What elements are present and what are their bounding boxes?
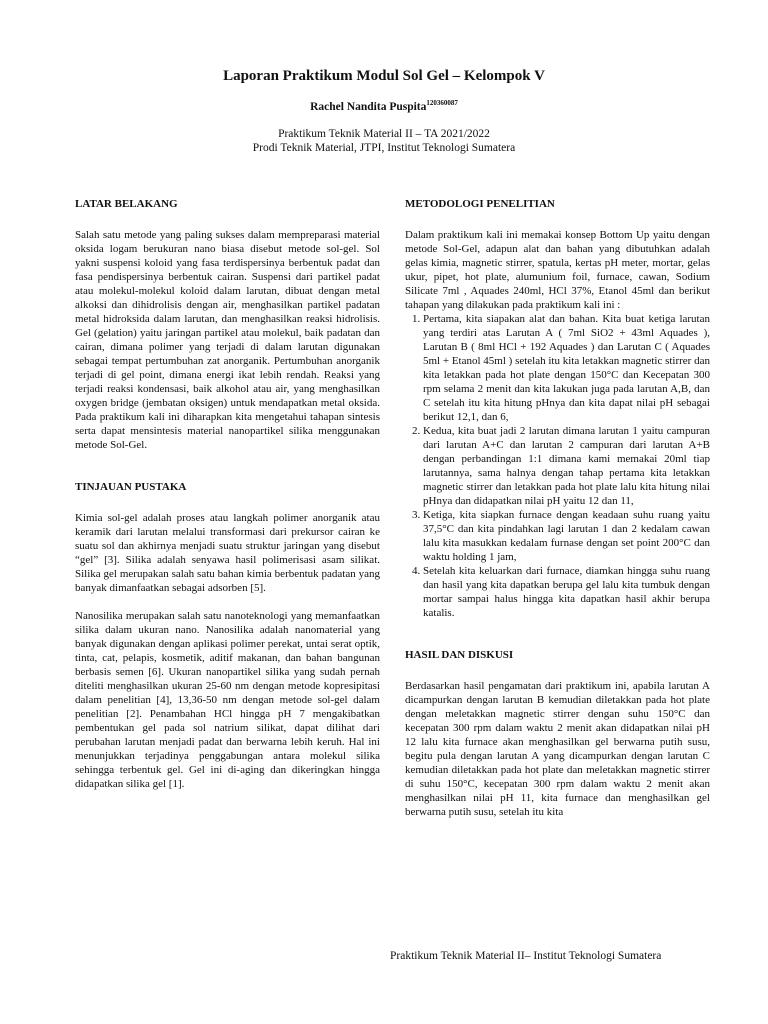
paragraph-tinjauan-1: Kimia sol-gel adalah proses atau langkah polimer anorganik atau keramik dari larutan melalui transformasi dari prekursor cairan ke suatu sol dan akhirnya menjadi suatu struktur jaringan yang disebut “gel” [3]. Silika adalah senyawa hasil polimerisasi asam silikat. Silika gel merupakan salah satu bahan kimia berbentuk padatan yang banyak dimanfaatkan sebagai adsorben [5]. — [75, 512, 380, 594]
affiliation-course: Praktikum Teknik Material II – TA 2021/2022 — [278, 128, 490, 140]
page-footer: Praktikum Teknik Material II– Institut Teknologi Sumatera — [390, 950, 662, 962]
method-step: 2. Kedua, kita buat jadi 2 larutan dimana larutan 1 yaitu campuran dari larutan A+C dan larutan 2 campuran dari larutan A+B dengan perbandingan 1:1 dimana kami memakai 20ml tiap larutannya, sama halnya dengan tahap pertama kita letakkan magnetic stirrer dan letakkan pada hot plate lalu kita hitung nilai pHnya dan didapatkan nilai pH yaitu 12 dan 11, — [423, 424, 710, 508]
paragraph-metodologi: Dalam praktikum kali ini memakai konsep Bottom Up yaitu dengan metode Sol-Gel, adapun alat dan bahan yang dibutuhkan adalah gelas kimia, magnetic stirrer, spatula, kertas pH meter, mortar, gelas ukur, pipet, hot plate, alumunium foil, furnace, cawan, Sodium Silicate 7ml , Aquades 240ml, HCl 37%, Etanol 45ml dan berikut tahapan yang dilakukan pada praktikum kali ini : — [405, 229, 710, 311]
paragraph-latar-belakang: Salah satu metode yang paling sukses dalam mempreparasi material oksida logam berukuran nano biasa disebut metode sol-gel. Sol yakni suspensi koloid yang fasa terdispersinya berbentuk padat dan fasa pendispersinya berbentuk cairan. Suspensi dari partikel padat atau molekul-molekul koloid dalam larutan, dibuat dengan metal alkoksi dan dihidrolisis dengan air, menghasilkan partikel padatan metal hidroksida dalam larutan, dan menghasilkan reaksi hidrolisis. Gel (gelation) yaitu jaringan partikel atau molekul, baik padatan dan cairan, dimana polimer yang terjadi di dalam larutan digunakan sebagai tempat pertumbuhan zat anorganik. Pertumbuhan anorganik terjadi di gel point, dimana energi ikat lebih rendah. Reaksi yang terjadi reaksi kondensasi, baik alkohol atau air, yang menghasilkan oxygen bridge (jembatan oksigen) untuk mendapatkan metal oksida. Pada praktikum kali ini diharapkan kita mengetahui tahapan sintesis serta dapat mensintesis material nanopartikel silika menggunakan metode Sol-Gel. — [75, 229, 380, 451]
method-step: 1. Pertama, kita siapakan alat dan bahan. Kita buat ketiga larutan yang terdiri atas Larutan A ( 7ml SiO2 + 43ml Aquades ), Larutan B ( 8ml HCl + 192 Aquades ) dan Larutan C ( Aquades 5ml + Etanol 45ml ) setelah itu kita letakkan magnetic stirrer dan kita letakkan pada hot plate dengan 150°C dan Kecepatan 300 rpm selama 2 menit dan kita lakukan juga pada larutan A,B, dan C setelah itu kita hitung pHnya dan kita dapat nilai pH sebagai berikut 12,1, dan 6, — [423, 312, 710, 424]
paragraph-hasil-diskusi: Berdasarkan hasil pengamatan dari praktikum ini, apabila larutan A dicampurkan dengan larutan B kemudian diletakkan pada hot plate dengan meletakkan magnetic stirrer dengan suhu 150°C dan kecepatan 300 rpm dalam waktu 2 menit akan didapatkan nilai pH 12 lalu kita furnace akan menghasilkan gel berwarna putih susu, begitu pula dengan larutan A yang dicampurkan dengan larutan C kemudian diletakkan pada hot plate dan meletakkan magnetic stirrer di suhu 150°C, kecepatan 300 rpm dalam waktu 2 menit akan menghasilkan nilai pH 11, kita furnace dan menghasilkan gel berwarna putih susu, setelah itu kita — [405, 680, 710, 818]
method-steps-list — [405, 312, 710, 620]
paper-title: Laporan Praktikum Modul Sol Gel – Kelompok V — [223, 68, 545, 84]
heading-latar-belakang: LATAR BELAKANG — [75, 198, 178, 210]
affiliation-program: Prodi Teknik Material, JTPI, Institut Teknologi Sumatera — [252, 142, 516, 154]
author-name: Rachel Nandita Puspita — [310, 100, 427, 113]
affiliation — [0, 127, 768, 155]
paragraph-tinjauan-2: Nanosilika merupakan salah satu nanoteknologi yang memanfaatkan silika dalam ukuran nano. Nanosilika adalah nanomaterial yang banyak digunakan dengan aplikasi polimer perekat, untai serat optik, tinta, cat, pelapis, kosmetik, aditif makanan, dan bahan bangunan berbasis semen [6]. Ukuran nanopartikel silika yang sudah pernah diteliti menghasilkan ukuran 25-60 nm dengan metode kopresipitasi dalam penelitian [4], 13,36-50 nm dengan metode sol-gel dalam penelitian [2]. Penambahan HCl hingga pH 7 mengakibatkan pembentukan gel pada sol natrium silikat, dapat dilihat dari perubahan larutan menjadi padat dan berwarna lebih keruh. Hal ini menunjukkan terjadinya penggabungan antara molekul silika sehingga terbentuk gel. Gel ini di-aging dan dikeringkan hingga didapatkan silika gel [1]. — [75, 610, 380, 790]
right-column — [405, 197, 710, 819]
author-line — [0, 99, 768, 113]
heading-hasil-diskusi: HASIL DAN DISKUSI — [405, 649, 514, 661]
left-column — [75, 197, 380, 791]
method-step: 3. Ketiga, kita siapkan furnace dengan keadaan suhu ruang yaitu 37,5°C dan kita pindahkan lagi larutan 1 dan 2 kedalam cawan lalu kita masukkan kedalam furnase dengan set point 200°C dan waktu holding 1 jam, — [423, 508, 710, 564]
author-id: 120360087 — [426, 99, 458, 107]
heading-tinjauan-pustaka: TINJAUAN PUSTAKA — [75, 481, 187, 493]
heading-metodologi: METODOLOGI PENELITIAN — [405, 198, 555, 210]
method-step: 4. Setelah kita keluarkan dari furnace, diamkan hingga suhu ruang dan hasil yang kita dapatkan berupa gel lalu kita tumbuk dengan mortar sampai halus hingga kita dapatkan hasil akhir berupa katalis. — [423, 564, 710, 620]
